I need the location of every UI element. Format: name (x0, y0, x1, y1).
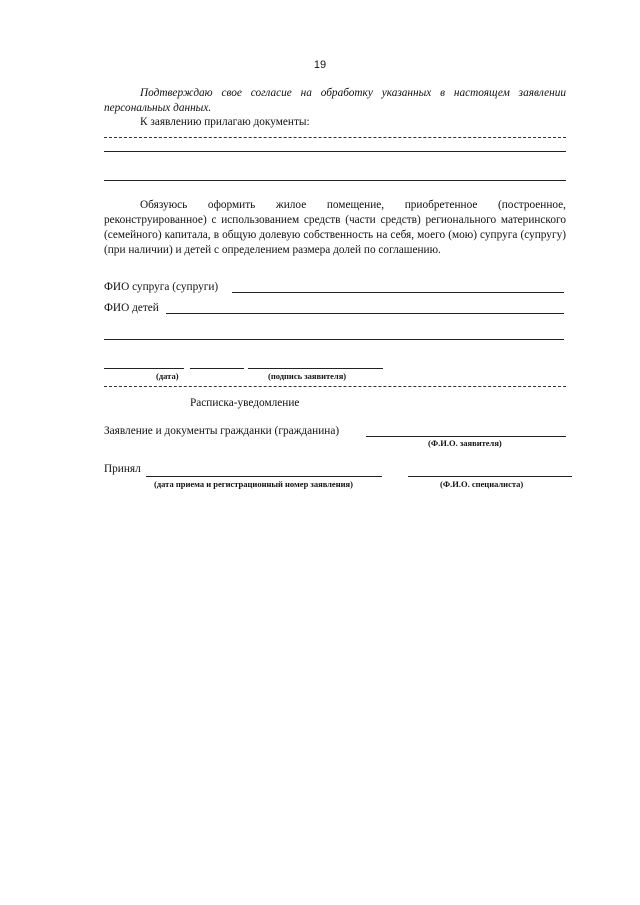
date-field-2[interactable] (190, 368, 244, 369)
specialist-name-field[interactable] (408, 476, 572, 477)
applicant-name-field[interactable] (366, 436, 566, 437)
accept-date-field[interactable] (146, 476, 382, 477)
page-number: 19 (313, 59, 327, 71)
attachments-label: К заявлению прилагаю документы: (140, 116, 310, 128)
cut-line (104, 386, 566, 387)
consent-statement: Подтверждаю свое согласие на обработку указанных в настоящем заявлении персональных данных. (104, 87, 566, 114)
obligation-statement: Обязуюсь оформить жилое помещение, приобретенное (построенное, реконструированное) с использованием средств (части средств) регионального материнского (семейного) капитала, в общую долевую собственность на себя, моего (мою) супруга (супругу) (при наличии) и детей с определением размера долей по соглашению. (104, 199, 566, 256)
spouse-name-field[interactable] (232, 292, 564, 293)
accept-date-caption: (дата приема и регистрационный номер заявления) (154, 479, 353, 489)
date-caption: (дата) (156, 371, 179, 381)
children-name-field[interactable] (166, 313, 564, 314)
attachments-line-2[interactable] (104, 151, 566, 152)
accepted-label: Принял (104, 463, 141, 475)
signature-caption: (подпись заявителя) (268, 371, 347, 381)
attachments-line-1[interactable] (104, 137, 566, 138)
specialist-caption: (Ф.И.О. специалиста) (440, 479, 524, 489)
applicant-caption: (Ф.И.О. заявителя) (428, 438, 502, 448)
receipt-text: Заявление и документы гражданки (гражданина) (104, 425, 340, 437)
signature-field[interactable] (248, 368, 383, 369)
attachments-line-3[interactable] (104, 180, 566, 181)
spouse-label: ФИО супруга (супруги) (104, 281, 219, 293)
date-field[interactable] (104, 368, 184, 369)
children-label: ФИО детей (104, 302, 159, 314)
children-name-field-2[interactable] (104, 339, 564, 340)
receipt-title: Расписка-уведомление (190, 397, 300, 409)
